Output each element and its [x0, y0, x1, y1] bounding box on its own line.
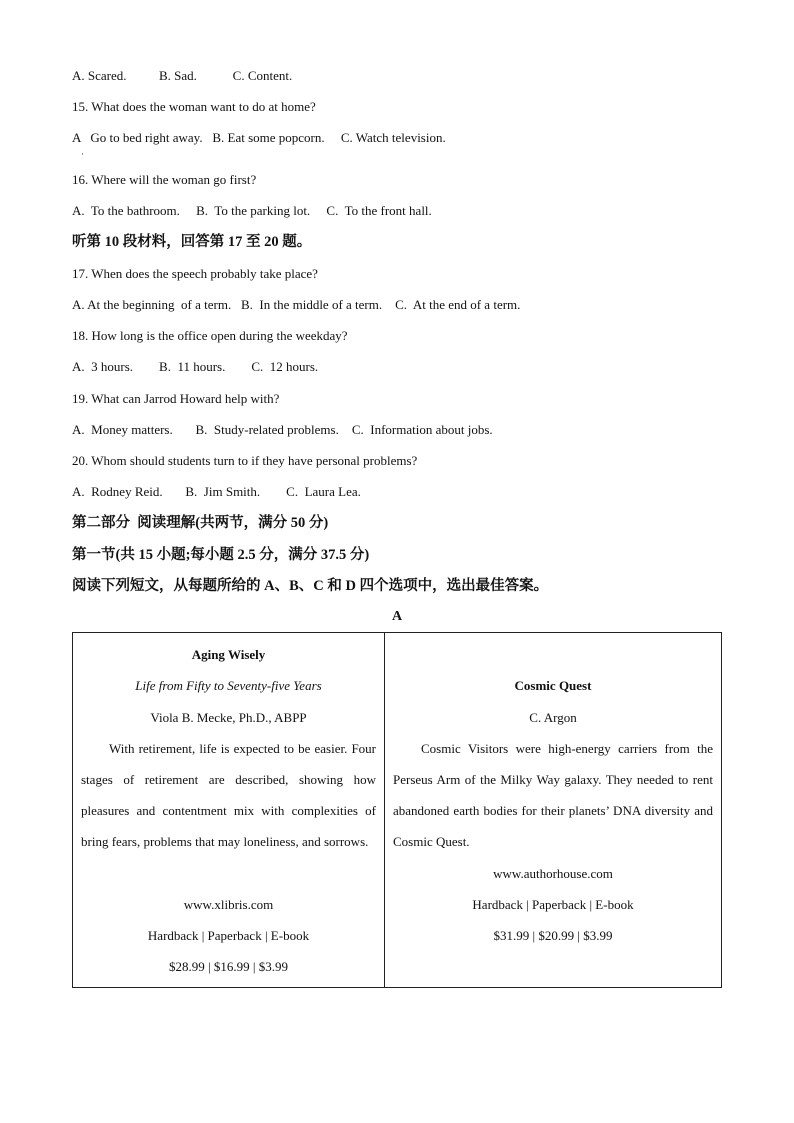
left-ad-prices: $28.99 | $16.99 | $3.99: [169, 959, 288, 974]
right-ad-cell: [385, 633, 722, 988]
part-two-heading: 第二部分 阅读理解(共两节，满分 50 分): [72, 515, 329, 531]
right-ad-formats: Hardback | Paperback | E-book: [472, 897, 634, 912]
section-instruction-10: 听第 10 段材料，回答第 17 至 20 题。: [72, 234, 312, 250]
stray-dot-mark: ·: [81, 149, 84, 159]
left-ad-subtitle: Life from Fifty to Seventy-five Years: [135, 678, 322, 693]
left-ad-website: www.xlibris.com: [183, 897, 274, 912]
q20-options: A. Rodney Reid. B. Jim Smith. C. Laura Lea.: [72, 484, 361, 499]
right-ad-body: Cosmic Visitors were high-energy carriers from the Perseus Arm of the Milky Way galaxy. They needed to rent abandoned earth bodies for their planets’ DNA diversity and Cosmic Quest.: [393, 741, 713, 849]
right-ad-website: www.authorhouse.com: [493, 866, 613, 881]
q17-question: 17. When does the speech probably take place?: [72, 266, 318, 281]
q18-question: 18. How long is the office open during the weekday?: [72, 328, 348, 343]
right-ad-title: Cosmic Quest: [514, 678, 592, 693]
q19-options: A. Money matters. B. Study-related problems. C. Information about jobs.: [72, 422, 493, 437]
q15-question: 15. What does the woman want to do at home?: [72, 99, 316, 114]
q14-options: A. Scared. B. Sad. C. Content.: [72, 68, 293, 83]
q20-question: 20. Whom should students turn to if they have personal problems?: [72, 453, 418, 468]
reading-instructions: 阅读下列短文，从每题所给的 A、B、C 和 D 四个选项中，选出最佳答案。: [72, 578, 549, 594]
right-ad-author: C. Argon: [529, 710, 577, 725]
section-one-heading: 第一节(共 15 小题;每小题 2.5 分，满分 37.5 分): [72, 547, 370, 563]
q18-options: A. 3 hours. B. 11 hours. C. 12 hours.: [72, 359, 319, 374]
q16-question: 16. Where will the woman go first?: [72, 172, 257, 187]
q19-question: 19. What can Jarrod Howard help with?: [72, 391, 280, 406]
q16-options: A. To the bathroom. B. To the parking lot. C. To the front hall.: [72, 203, 432, 218]
left-ad-title: Aging Wisely: [191, 647, 266, 662]
q17-options: A. At the beginning of a term. B. In the middle of a term. C. At the end of a term.: [72, 297, 521, 312]
left-ad-body: With retirement, life is expected to be easier. Four stages of retirement are described, showing how pleasures and contentment mix with complexities of bring fears, problems that may loneliness, and sorrows.: [81, 741, 376, 849]
left-ad-formats: Hardback | Paperback | E-book: [147, 928, 310, 943]
passage-label: A: [391, 609, 403, 624]
q15-options: A Go to bed right away. B. Eat some popcorn. C. Watch television.: [72, 130, 446, 145]
left-ad-cell: [73, 633, 385, 988]
right-ad-prices: $31.99 | $20.99 | $3.99: [493, 928, 613, 943]
left-ad-author: Viola B. Mecke, Ph.D., ABPP: [150, 710, 307, 725]
book-ads-table: [72, 632, 722, 988]
